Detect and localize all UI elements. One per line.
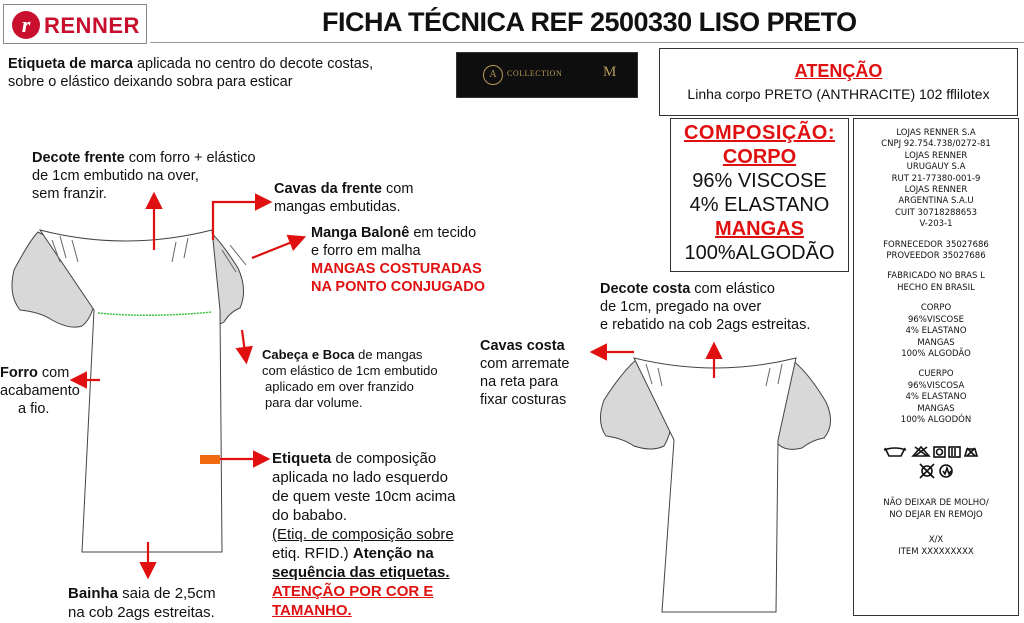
brand-label-size: M [603, 64, 617, 80]
arrow-cavas-frente [213, 202, 268, 240]
care-line: LOJAS RENNER S.A [896, 128, 976, 138]
attention-text: Linha corpo PRETO (ANTHRACITE) 102 fflilotex [687, 86, 990, 102]
arrow-cabeca-boca [242, 330, 246, 360]
note-decote-frente: Decote frente com forro + elástico de 1cm embutido na over, sem franzir. [32, 150, 256, 202]
care-line: V-203-1 [919, 219, 953, 230]
care-line: CNPJ 92.754.738/0272-81 [881, 139, 991, 150]
composition-line3: 100%ALGODÃO [684, 242, 835, 264]
arrow-manga-balone [252, 238, 302, 258]
note-forro: Forro com acabamento a fio. [0, 365, 80, 417]
brand-logo-icon: r [12, 11, 40, 39]
care-line: LOJAS RENNER [904, 150, 968, 161]
care-line: HECHO EN BRASIL [897, 282, 975, 293]
composition-body-title: CORPO [722, 146, 797, 168]
care-line: MANGAS [917, 403, 955, 414]
care-line: MANGAS [917, 337, 955, 348]
composition-tag-marker [200, 455, 220, 464]
care-line: RUT 21-77380-001-9 [891, 173, 981, 184]
note-bainha: Bainha saia de 2,5cm na cob 2ags estreitas. [68, 585, 216, 621]
care-line: CUERPO [918, 369, 954, 380]
care-line: 100% ALGODÓN [900, 414, 972, 425]
brand-name: RENNER [44, 13, 140, 38]
care-line: 96%VISCOSA [907, 380, 965, 391]
care-line: CUIT 30718288653 [894, 207, 978, 218]
back-body [634, 358, 796, 612]
note-cavas-frente: Cavas da frente com mangas embutidas. [274, 181, 414, 215]
attention-title: ATENÇÃO [794, 61, 883, 81]
composition-line1: 96% VISCOSE [692, 170, 827, 192]
care-line: URUGAUY S.A [906, 162, 966, 173]
care-line: X/X [928, 535, 944, 546]
care-line: ARGENTINA S.A.U [898, 196, 974, 207]
care-line: LOJAS RENNER [904, 185, 968, 196]
care-line: 4% ELASTANO [905, 392, 967, 403]
composition-sleeves-title: MANGAS [715, 218, 804, 240]
note-decote-costa: Decote costa com elástico de 1cm, pregado na over e rebatido na cob 2ags estreitas. [600, 281, 811, 333]
brand-label-note: Etiqueta de marca aplicada no centro do decote costas, sobre o elástico deixando sobra para esticar [8, 56, 374, 90]
care-line: ITEM XXXXXXXXX [898, 546, 974, 557]
note-etiqueta: Etiqueta de composição aplicada no lado esquerdo de quem veste 10cm acima do bababo. (Etiq. de composição sobre etiq. RFID.) Atenção na sequência das etiquetas. ATENÇÃO POR COR E TAMANHO. [272, 450, 456, 619]
composition-line2: 4% ELASTANO [689, 194, 830, 216]
care-line: 4% ELASTANO [905, 326, 967, 337]
care-line: CORPO [920, 303, 952, 314]
care-line: 100% ALGODÃO [901, 348, 971, 359]
composition-title: COMPOSIÇÃO: [683, 122, 836, 144]
care-line: FORNECEDOR 35027686 [883, 239, 989, 250]
note-cavas-costa: Cavas costa com arremate na reta para fixar costuras [480, 338, 570, 408]
brand-label-emblem-icon: A [483, 65, 503, 85]
care-line: NÃO DEIXAR DE MOLHO/ [883, 498, 989, 509]
care-line: 96%VISCOSE [907, 314, 964, 325]
care-line: NO DEJAR EN REMOJO [889, 509, 983, 520]
brand-label-collection: COLLECTION [507, 69, 563, 78]
note-manga-balone: Manga Balonê em tecido e forro em malha MANGAS COSTURADAS NA PONTO CONJUGADO [311, 225, 486, 295]
back-garment-drawing [600, 358, 830, 612]
note-cabeca-boca: Cabeça e Boca de mangas com elástico de 1cm embutido aplicado em over franzido para dar volume. [262, 347, 438, 410]
care-line: PROVEEDOR 35027686 [886, 251, 986, 262]
care-line: FABRICADO NO BRAS L [887, 271, 985, 282]
page-title: FICHA TÉCNICA REF 2500330 LISO PRETO [322, 7, 857, 37]
